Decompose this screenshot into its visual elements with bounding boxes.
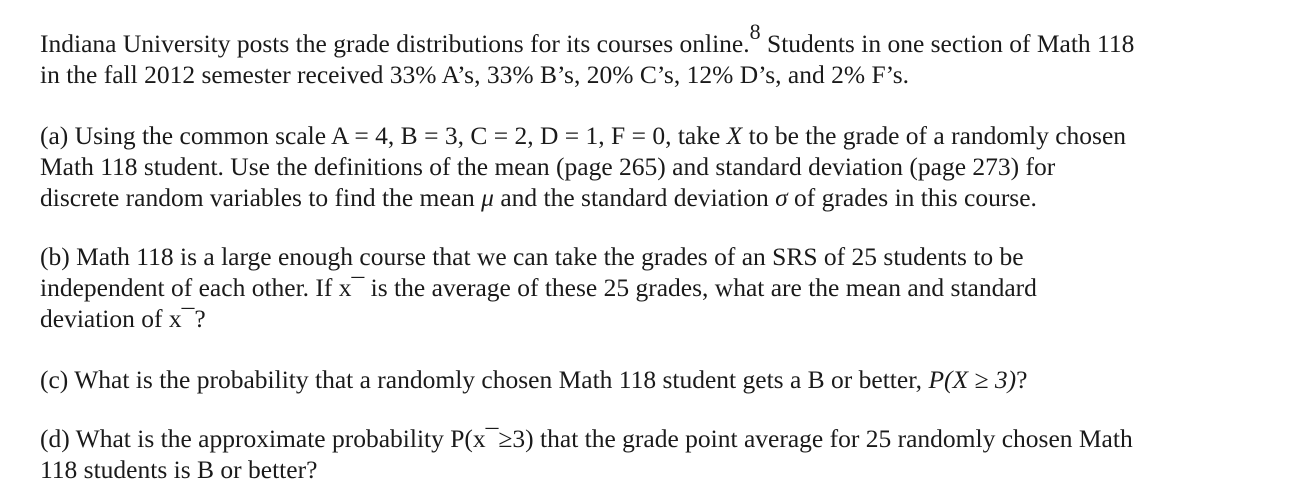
part-c-expression: P(X ≥ 3): [928, 365, 1017, 394]
part-a-line-3a: discrete random variables to find the mean: [40, 183, 482, 212]
part-a-line-3b: and the standard deviation: [493, 183, 776, 212]
variable-x: X: [726, 121, 743, 150]
part-a-line-3c: of grades in this course.: [787, 183, 1037, 212]
part-a-line-2: Math 118 student. Use the definitions of the mean (page 265) and standard deviation (page 273) for: [40, 152, 1056, 181]
part-b-paragraph: [40, 241, 1280, 334]
sigma-symbol: σ: [775, 183, 788, 212]
part-a-line-1a: (a) Using the common scale A = 4, B = 3, C = 2, D = 1, F = 0, take: [40, 121, 727, 150]
intro-text-1: Indiana University posts the grade distributions for its courses online.: [40, 29, 750, 58]
part-c-paragraph: [40, 364, 1280, 395]
part-c-line-1a: (c) What is the probability that a randomly chosen Math 118 student gets a B or better,: [40, 365, 929, 394]
intro-paragraph: [40, 18, 1280, 90]
part-b-line-2: independent of each other. If x¯ is the average of these 25 grades, what are the mean and standard: [40, 273, 1037, 302]
problem-document: [40, 18, 1280, 485]
part-a-line-1b: to be the grade of a randomly chosen: [742, 121, 1127, 150]
footnote-marker: 8: [749, 18, 761, 44]
intro-line-2: in the fall 2012 semester received 33% A’s, 33% B’s, 20% C’s, 12% D’s, and 2% F’s.: [40, 60, 910, 89]
intro-text-2: Students in one section of Math 118: [760, 29, 1135, 58]
part-d-line-2: 118 students is B or better?: [40, 455, 318, 484]
part-d-paragraph: [40, 423, 1280, 485]
part-c-line-1b: ?: [1016, 365, 1028, 394]
mu-symbol: μ: [481, 183, 494, 212]
part-d-line-1: (d) What is the approximate probability P(x¯≥3) that the grade point average for 25 randomly chosen Math: [40, 424, 1133, 453]
part-a-paragraph: [40, 120, 1280, 213]
part-b-line-3: deviation of x¯?: [40, 304, 206, 333]
part-b-line-1: (b) Math 118 is a large enough course that we can take the grades of an SRS of 25 students to be: [40, 242, 1024, 271]
